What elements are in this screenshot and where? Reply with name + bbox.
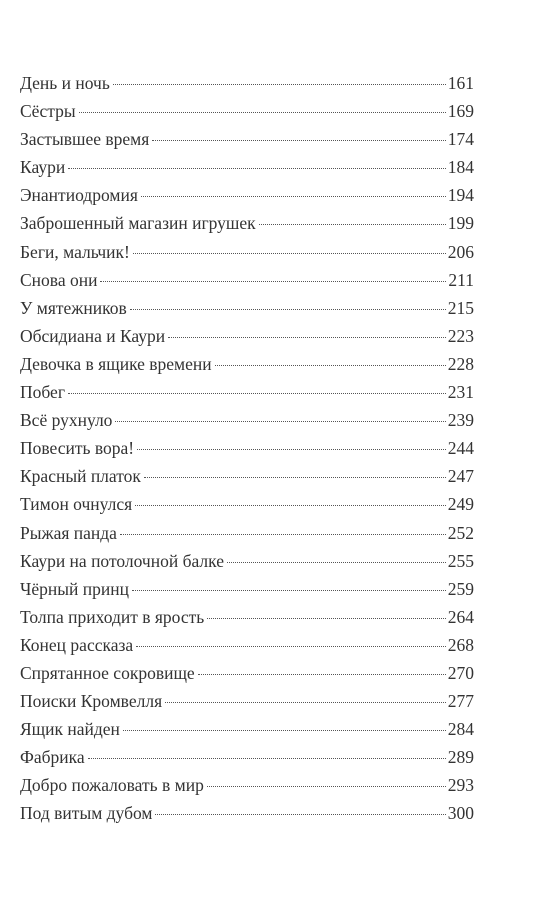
toc-dot-leader [123, 730, 446, 731]
toc-dot-leader [120, 534, 446, 535]
toc-entry [20, 294, 474, 322]
toc-entry-page-number: 211 [448, 269, 474, 290]
toc-entry-title: Обсидиана и Каури [20, 325, 166, 346]
toc-dot-leader [215, 365, 446, 366]
toc-entry-title: Всё рухнуло [20, 410, 113, 431]
toc-entry-page-number: 169 [447, 101, 474, 122]
toc-entry [20, 181, 474, 209]
toc-entry-title: Каури на потолочной балке [20, 550, 224, 571]
toc-dot-leader [137, 449, 446, 450]
toc-entry-page-number: 244 [447, 438, 474, 459]
toc-entry-title: Побег [20, 382, 66, 403]
toc-entry-title: Конец рассказа [20, 634, 134, 655]
toc-dot-leader [68, 168, 446, 169]
toc-dot-leader [152, 140, 445, 141]
toc-entry-page-number: 161 [447, 73, 474, 93]
toc-entry-page-number: 255 [447, 550, 474, 571]
toc-entry [20, 799, 474, 827]
toc-entry-page-number: 184 [447, 157, 474, 178]
toc-entry [20, 97, 474, 125]
table-of-contents [20, 69, 474, 828]
toc-entry-title: Заброшенный магазин игрушек [20, 213, 256, 234]
toc-entry-title: Добро пожаловать в мир [20, 775, 204, 796]
toc-dot-leader [207, 786, 446, 787]
toc-entry-page-number: 249 [447, 494, 474, 515]
toc-dot-leader [115, 421, 445, 422]
toc-entry-title: Снова они [20, 269, 98, 290]
toc-entry-page-number: 270 [447, 662, 474, 683]
toc-entry-title: Застывшее время [20, 129, 150, 150]
toc-entry-title: Каури [20, 157, 66, 178]
toc-entry [20, 322, 474, 350]
toc-entry [20, 631, 474, 659]
toc-entry-title: Девочка в ящике времени [20, 353, 212, 374]
toc-entry [20, 434, 474, 462]
toc-entry-page-number: 239 [447, 410, 474, 431]
toc-entry-page-number: 277 [447, 691, 474, 712]
toc-entry [20, 771, 474, 799]
toc-entry-page-number: 206 [447, 241, 474, 262]
toc-entry-page-number: 223 [447, 325, 474, 346]
toc-entry-title: Фабрика [20, 747, 85, 768]
toc-entry-title: Красный платок [20, 466, 141, 487]
toc-dot-leader [144, 477, 446, 478]
toc-entry-title: Толпа приходит в ярость [20, 606, 205, 627]
toc-entry [20, 743, 474, 771]
toc-dot-leader [130, 309, 446, 310]
toc-entry-title: Спрятанное сокровище [20, 662, 195, 683]
toc-entry-title: Энантиодромия [20, 185, 138, 206]
toc-entry-page-number: 228 [447, 353, 474, 374]
toc-entry [20, 209, 474, 237]
toc-entry-title: Поиски Кромвелля [20, 691, 163, 712]
toc-dot-leader [227, 562, 446, 563]
toc-entry-page-number: 293 [447, 775, 474, 796]
toc-dot-leader [100, 281, 446, 282]
toc-entry [20, 125, 474, 153]
toc-entry [20, 519, 474, 547]
toc-entry-page-number: 231 [447, 382, 474, 403]
toc-entry [20, 462, 474, 490]
toc-entry [20, 687, 474, 715]
toc-entry-title: День и ночь [20, 73, 110, 93]
toc-entry-title: У мятежников [20, 297, 127, 318]
toc-entry [20, 350, 474, 378]
toc-entry-page-number: 199 [447, 213, 474, 234]
toc-entry-title: Под витым дубом [20, 803, 153, 824]
toc-entry-page-number: 289 [447, 747, 474, 768]
toc-entry [20, 603, 474, 631]
toc-dot-leader [259, 224, 446, 225]
toc-entry [20, 575, 474, 603]
toc-entry-title: Сёстры [20, 101, 76, 122]
toc-dot-leader [133, 253, 446, 254]
toc-dot-leader [198, 674, 446, 675]
toc-dot-leader [136, 646, 446, 647]
toc-entry-page-number: 174 [447, 129, 474, 150]
toc-entry [20, 406, 474, 434]
toc-entry [20, 266, 474, 294]
toc-dot-leader [168, 337, 446, 338]
toc-entry [20, 547, 474, 575]
toc-entry [20, 659, 474, 687]
toc-entry-title: Чёрный принц [20, 578, 129, 599]
toc-entry-title: Тимон очнулся [20, 494, 133, 515]
toc-dot-leader [141, 196, 446, 197]
toc-entry-title: Беги, мальчик! [20, 241, 130, 262]
toc-entry-page-number: 268 [447, 634, 474, 655]
toc-entry-page-number: 247 [447, 466, 474, 487]
toc-entry-page-number: 194 [447, 185, 474, 206]
toc-entry-page-number: 252 [447, 522, 474, 543]
toc-dot-leader [207, 618, 445, 619]
toc-entry-page-number: 284 [447, 719, 474, 740]
toc-entry [20, 153, 474, 181]
toc-entry [20, 378, 474, 406]
toc-entry [20, 715, 474, 743]
toc-entry [20, 490, 474, 518]
toc-dot-leader [165, 702, 446, 703]
toc-dot-leader [68, 393, 446, 394]
toc-entry [20, 69, 474, 97]
toc-entry [20, 238, 474, 266]
toc-dot-leader [88, 758, 446, 759]
toc-entry-title: Ящик найден [20, 719, 120, 740]
toc-entry-page-number: 264 [447, 606, 474, 627]
toc-dot-leader [155, 814, 445, 815]
toc-dot-leader [113, 84, 446, 85]
toc-entry-page-number: 215 [447, 297, 474, 318]
toc-entry-title: Повесить вора! [20, 438, 135, 459]
toc-entry-page-number: 259 [447, 578, 474, 599]
toc-entry-title: Рыжая панда [20, 522, 117, 543]
toc-dot-leader [79, 112, 446, 113]
toc-entry-page-number: 300 [447, 803, 474, 824]
toc-dot-leader [135, 505, 446, 506]
toc-dot-leader [132, 590, 446, 591]
